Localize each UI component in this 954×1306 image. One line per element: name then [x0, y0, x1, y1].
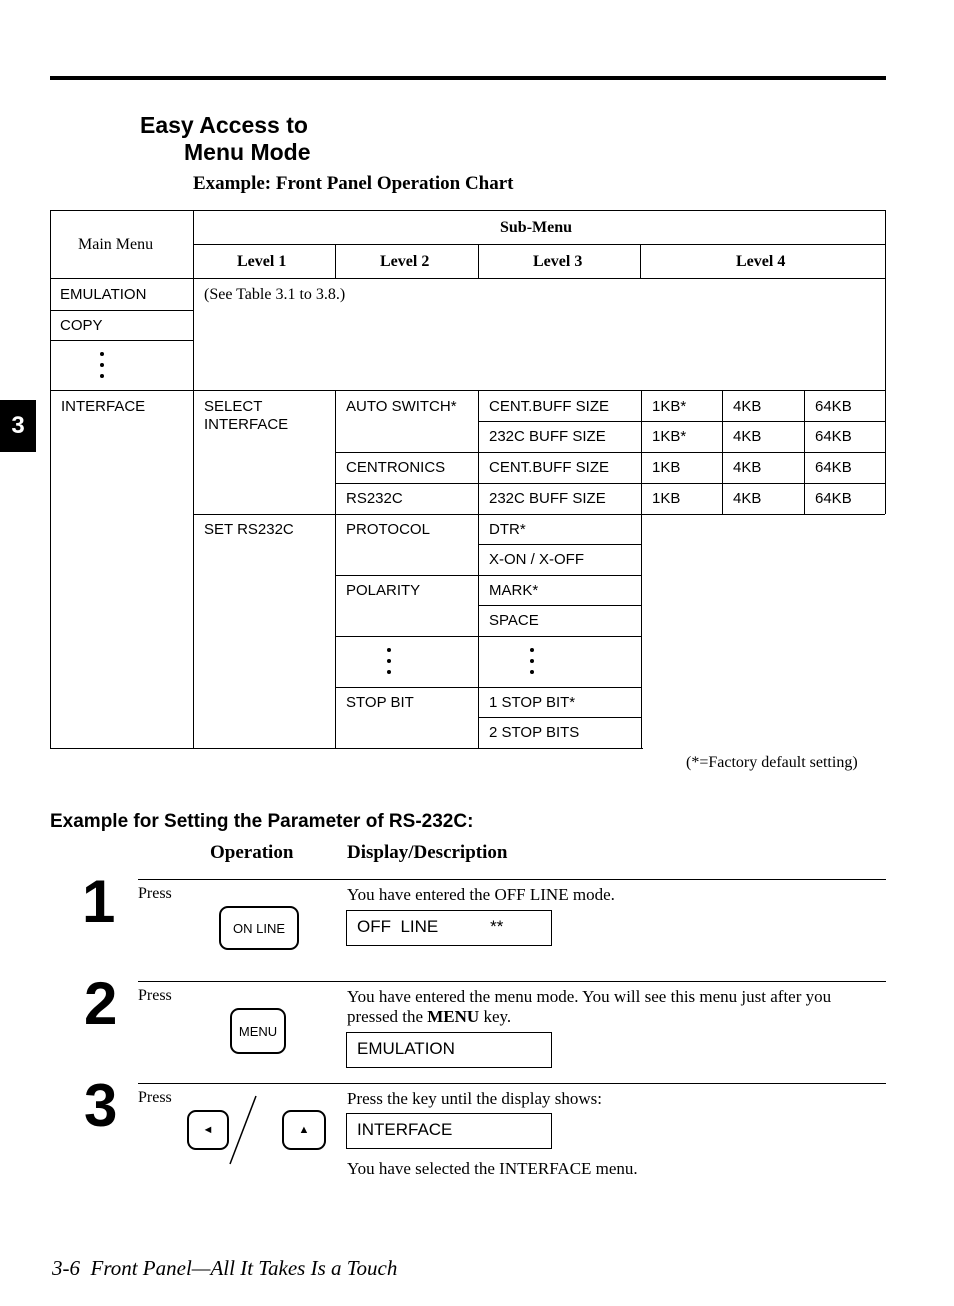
display-column-header: Display/Description — [347, 842, 508, 863]
table-border — [641, 390, 642, 748]
section-heading-line2: Menu Mode — [184, 139, 311, 165]
level1-header: Level 1 — [237, 253, 287, 270]
table-border — [478, 605, 641, 606]
level4-value: 4KB — [733, 428, 762, 445]
up-arrow-key[interactable] — [282, 1110, 326, 1150]
lcd-display: INTERFACE — [346, 1113, 552, 1149]
level2-stop-bit: STOP BIT — [346, 694, 414, 711]
text: pressed the — [347, 1007, 428, 1026]
level4-value: 64KB — [815, 428, 852, 445]
level4-value: 4KB — [733, 398, 762, 415]
level4-value: 4KB — [733, 490, 762, 507]
level2-centronics: CENTRONICS — [346, 459, 446, 476]
table-border — [335, 452, 885, 453]
level4-value: 64KB — [815, 398, 852, 415]
table-border — [50, 390, 885, 391]
level3-1-stop-bit: 1 STOP BIT* — [489, 694, 576, 711]
step-description: You have entered the OFF LINE mode. — [347, 885, 615, 904]
level3-header: Level 3 — [533, 253, 583, 270]
step-rule — [138, 981, 886, 982]
level3-232c-buff-size: 232C BUFF SIZE — [489, 490, 606, 507]
see-table-note: (See Table 3.1 to 3.8.) — [204, 286, 346, 303]
table-border — [335, 575, 641, 576]
table-border — [478, 244, 479, 278]
press-label: Press — [138, 1089, 172, 1106]
factory-default-footnote: (*=Factory default setting) — [686, 754, 858, 771]
menu-key-label: MENU — [238, 1023, 278, 1039]
table-border — [335, 244, 336, 278]
level1-set-rs232c: SET RS232C — [204, 521, 294, 538]
lcd-display: EMULATION — [346, 1032, 552, 1068]
table-border — [478, 544, 641, 545]
main-menu-header: Main Menu — [78, 236, 154, 253]
press-label: Press — [138, 885, 172, 902]
level2-polarity: POLARITY — [346, 582, 421, 599]
up-arrow-icon: ▲ — [298, 1124, 310, 1136]
table-border — [478, 421, 885, 422]
menu-key-name: MENU — [427, 1007, 480, 1026]
step-number: 1 — [82, 868, 116, 935]
level2-protocol: PROTOCOL — [346, 521, 430, 538]
level3-mark: MARK* — [489, 582, 539, 599]
step-result: You have selected the INTERFACE menu. — [347, 1159, 638, 1178]
table-border — [193, 514, 885, 515]
sub-menu-header: Sub-Menu — [500, 219, 573, 236]
table-border — [478, 717, 641, 718]
table-border — [193, 244, 885, 245]
step-description: You have entered the menu mode. You will see this menu just after you — [347, 987, 832, 1006]
level2-header: Level 2 — [380, 253, 430, 270]
table-border — [885, 210, 886, 514]
online-key-label: ON LINE — [232, 920, 285, 936]
step-rule — [138, 1083, 886, 1084]
table-border — [335, 636, 641, 637]
level3-cent-buff-size: CENT.BUFF SIZE — [489, 459, 610, 476]
main-menu-ellipsis — [100, 352, 106, 385]
level1-select-interface: SELECT INTERFACE — [204, 398, 289, 433]
step-description: Press the key until the display shows: — [347, 1089, 602, 1108]
table-border — [193, 210, 194, 748]
step-number: 2 — [84, 970, 118, 1037]
table-border — [335, 687, 641, 688]
text: key. — [479, 1007, 512, 1026]
table-border — [50, 310, 193, 311]
top-rule — [50, 76, 886, 80]
table-border — [640, 244, 641, 278]
table-border — [335, 390, 336, 748]
level4-value: 4KB — [733, 459, 762, 476]
lcd-display: OFF LINE ** — [346, 910, 552, 946]
level4-header: Level 4 — [736, 253, 786, 270]
table-border — [50, 748, 643, 749]
menu-key[interactable] — [230, 1008, 286, 1054]
main-item-interface: INTERFACE — [61, 398, 146, 415]
level3-ellipsis — [530, 648, 536, 681]
table-border — [335, 483, 885, 484]
table-border — [50, 210, 886, 211]
online-key[interactable] — [219, 906, 299, 950]
left-arrow-icon: ◄ — [202, 1124, 214, 1136]
level4-value: 1KB — [652, 490, 681, 507]
table-border — [50, 278, 885, 279]
level3-dtr: DTR* — [489, 521, 526, 538]
slash-separator — [228, 1094, 258, 1166]
page-footer: 3-6 Front Panel—All It Takes Is a Touch — [52, 1256, 398, 1280]
level2-auto-switch: AUTO SWITCH* — [346, 398, 457, 415]
level4-value: 64KB — [815, 490, 852, 507]
level4-value: 1KB — [652, 459, 681, 476]
press-label: Press — [138, 987, 172, 1004]
level3-232c-buff-size: 232C BUFF SIZE — [489, 428, 606, 445]
level3-xon-xoff: X-ON / X-OFF — [489, 551, 584, 568]
example-title: Example for Setting the Parameter of RS-232C: — [50, 811, 474, 832]
level2-rs232c: RS232C — [346, 490, 403, 507]
main-item-emulation: EMULATION — [60, 286, 147, 303]
level3-cent-buff-size: CENT.BUFF SIZE — [489, 398, 610, 415]
level3-2-stop-bits: 2 STOP BITS — [489, 724, 580, 741]
section-heading-line1: Easy Access to — [140, 112, 308, 138]
operation-column-header: Operation — [210, 842, 294, 863]
chapter-tab — [0, 400, 36, 452]
level4-value: 1KB* — [652, 428, 687, 445]
chapter-tab-number: 3 — [11, 412, 25, 439]
chart-caption: Example: Front Panel Operation Chart — [193, 173, 514, 194]
level3-space: SPACE — [489, 612, 539, 629]
step-rule — [138, 879, 886, 880]
step-number: 3 — [84, 1072, 118, 1139]
level2-ellipsis — [387, 648, 393, 681]
main-item-copy: COPY — [60, 317, 103, 334]
table-border — [50, 210, 51, 748]
table-border — [478, 390, 479, 748]
level4-value: 64KB — [815, 459, 852, 476]
step-description-line2 — [347, 1007, 511, 1027]
table-border — [50, 340, 193, 341]
left-arrow-key[interactable] — [187, 1110, 229, 1150]
level4-value: 1KB* — [652, 398, 687, 415]
